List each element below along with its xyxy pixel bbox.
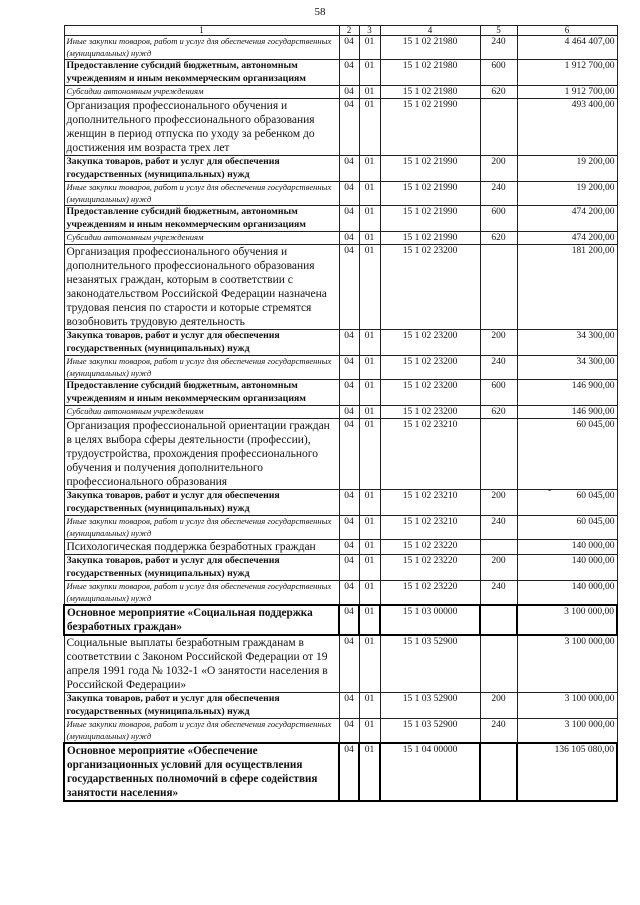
table-row (64, 156, 617, 182)
table-row (64, 635, 617, 693)
subsection-code: 01 (359, 182, 380, 206)
table-row (64, 693, 617, 719)
subsection-code: 01 (359, 419, 380, 490)
amount: 1 912 700,00 (517, 60, 617, 86)
expense-type-code (480, 99, 517, 156)
amount: 140 000,00 (517, 555, 617, 581)
subsection-code: 01 (359, 36, 380, 60)
column-number-2: 2 (339, 26, 359, 36)
item-name: Предоставление субсидий бюджетным, автономным учреждениям и иным некоммерческим организациям (64, 60, 339, 86)
item-name: Иные закупки товаров, работ и услуг для обеспечения государственных (муниципальных) нужд (64, 719, 339, 744)
section-code: 04 (339, 156, 359, 182)
amount: 60 045,00 (517, 490, 617, 516)
section-code: 04 (339, 36, 359, 60)
expense-type-code: 240 (480, 36, 517, 60)
subsection-code: 01 (359, 635, 380, 693)
subsection-code: 01 (359, 60, 380, 86)
item-name: Психологическая поддержка безработных граждан (64, 540, 339, 555)
section-code: 04 (339, 182, 359, 206)
expense-type-code (480, 540, 517, 555)
expense-type-code: 200 (480, 693, 517, 719)
table-row (64, 581, 617, 606)
amount: 60 045,00 (517, 516, 617, 540)
amount: 146 900,00 (517, 406, 617, 419)
table-row (64, 743, 617, 801)
amount: 474 200,00 (517, 206, 617, 232)
item-name: Иные закупки товаров, работ и услуг для обеспечения государственных (муниципальных) нужд (64, 516, 339, 540)
column-number-row (64, 26, 617, 36)
subsection-code: 01 (359, 540, 380, 555)
expense-type-code: 620 (480, 406, 517, 419)
target-article-code: 15 1 03 52900 (380, 635, 480, 693)
item-name: Иные закупки товаров, работ и услуг для обеспечения государственных (муниципальных) нужд (64, 356, 339, 380)
expense-type-code (480, 245, 517, 330)
expense-type-code: 200 (480, 330, 517, 356)
item-name: Субсидии автономным учреждениям (64, 86, 339, 99)
expense-type-code: 620 (480, 232, 517, 245)
subsection-code: 01 (359, 406, 380, 419)
subsection-code: 01 (359, 245, 380, 330)
expense-type-code: 200 (480, 555, 517, 581)
section-code: 04 (339, 719, 359, 744)
amount: 60 045,00 (517, 419, 617, 490)
subsection-code: 01 (359, 581, 380, 606)
table-row (64, 86, 617, 99)
target-article-code: 15 1 03 52900 (380, 693, 480, 719)
section-code: 04 (339, 232, 359, 245)
subsection-code: 01 (359, 380, 380, 406)
target-article-code: 15 1 02 21990 (380, 182, 480, 206)
subsection-code: 01 (359, 743, 380, 801)
target-article-code: 15 1 02 23220 (380, 555, 480, 581)
amount: 34 300,00 (517, 356, 617, 380)
subsection-code: 01 (359, 516, 380, 540)
amount: 146 900,00 (517, 380, 617, 406)
table-row (64, 719, 617, 744)
section-code: 04 (339, 743, 359, 801)
subsection-code: 01 (359, 555, 380, 581)
item-name: Иные закупки товаров, работ и услуг для обеспечения государственных (муниципальных) нужд (64, 581, 339, 606)
section-code: 04 (339, 516, 359, 540)
amount: 19 200,00 (517, 182, 617, 206)
subsection-code: 01 (359, 86, 380, 99)
section-code: 04 (339, 406, 359, 419)
section-code: 04 (339, 540, 359, 555)
amount: 34 300,00 (517, 330, 617, 356)
item-name: Организация профессионального обучения и дополнительного профессионального образования незанятых граждан, которым в соответствии с законодательством Российской Федерации назначена трудовая пенсия по старости и которые стремятся возобновить трудовую деятельность (64, 245, 339, 330)
amount: 136 105 080,00 (517, 743, 617, 801)
item-name: Иные закупки товаров, работ и услуг для обеспечения государственных (муниципальных) нужд (64, 182, 339, 206)
section-code: 04 (339, 356, 359, 380)
table-row (64, 406, 617, 419)
expense-type-code: 200 (480, 490, 517, 516)
section-code: 04 (339, 581, 359, 606)
amount: 3 100 000,00 (517, 693, 617, 719)
amount: 493 400,00 (517, 99, 617, 156)
table-row (64, 555, 617, 581)
item-name: Иные закупки товаров, работ и услуг для обеспечения государственных (муниципальных) нужд (64, 36, 339, 60)
expense-type-code: 240 (480, 182, 517, 206)
amount: 3 100 000,00 (517, 719, 617, 744)
section-code: 04 (339, 99, 359, 156)
table-row (64, 232, 617, 245)
expense-type-code: 240 (480, 719, 517, 744)
subsection-code: 01 (359, 490, 380, 516)
amount: 4 464 407,00 (517, 36, 617, 60)
section-code: 04 (339, 206, 359, 232)
target-article-code: 15 1 02 21980 (380, 36, 480, 60)
table-row (64, 605, 617, 635)
amount: 3 100 000,00 (517, 635, 617, 693)
page-number: 58 (314, 6, 326, 18)
column-number-6: 6 (517, 26, 617, 36)
section-code: 04 (339, 245, 359, 330)
item-name: Субсидии автономным учреждениям (64, 232, 339, 245)
expense-type-code: 600 (480, 206, 517, 232)
table-row (64, 419, 617, 490)
item-name: Закупка товаров, работ и услуг для обеспечения государственных (муниципальных) нужд (64, 693, 339, 719)
table-row (64, 380, 617, 406)
expense-type-code: 240 (480, 581, 517, 606)
amount: 474 200,00 (517, 232, 617, 245)
item-name: Закупка товаров, работ и услуг для обеспечения государственных (муниципальных) нужд (64, 490, 339, 516)
table-row (64, 516, 617, 540)
target-article-code: 15 1 02 21990 (380, 156, 480, 182)
table-row (64, 99, 617, 156)
target-article-code: 15 1 02 23220 (380, 581, 480, 606)
budget-table (63, 25, 618, 802)
item-name: Предоставление субсидий бюджетным, автономным учреждениям и иным некоммерческим организациям (64, 206, 339, 232)
subsection-code: 01 (359, 605, 380, 635)
subsection-code: 01 (359, 206, 380, 232)
target-article-code: 15 1 02 23220 (380, 540, 480, 555)
target-article-code: 15 1 02 21990 (380, 232, 480, 245)
section-code: 04 (339, 86, 359, 99)
expense-type-code (480, 635, 517, 693)
column-number-1: 1 (64, 26, 339, 36)
item-name: Основное мероприятие «Обеспечение организационных условий для осуществления государственных полномочий в сфере содействия занятости населения» (64, 743, 339, 801)
subsection-code: 01 (359, 330, 380, 356)
expense-type-code (480, 419, 517, 490)
target-article-code: 15 1 02 23200 (380, 330, 480, 356)
section-code: 04 (339, 605, 359, 635)
item-name: Организация профессиональной ориентации граждан в целях выбора сферы деятельности (профессии), трудоустройства, прохождения профессионального обучения и получения дополнительного профессионального образования (64, 419, 339, 490)
stray-mark: - (548, 485, 552, 496)
column-number-4: 4 (380, 26, 480, 36)
subsection-code: 01 (359, 99, 380, 156)
table-row (64, 330, 617, 356)
subsection-code: 01 (359, 693, 380, 719)
section-code: 04 (339, 490, 359, 516)
amount: 19 200,00 (517, 156, 617, 182)
subsection-code: 01 (359, 719, 380, 744)
expense-type-code: 240 (480, 516, 517, 540)
table-row (64, 60, 617, 86)
target-article-code: 15 1 02 21980 (380, 60, 480, 86)
table-row (64, 245, 617, 330)
item-name: Предоставление субсидий бюджетным, автономным учреждениям и иным некоммерческим организациям (64, 380, 339, 406)
target-article-code: 15 1 02 23200 (380, 380, 480, 406)
table-row (64, 490, 617, 516)
target-article-code: 15 1 02 23210 (380, 419, 480, 490)
section-code: 04 (339, 635, 359, 693)
column-number-5: 5 (480, 26, 517, 36)
target-article-code: 15 1 03 00000 (380, 605, 480, 635)
target-article-code: 15 1 03 52900 (380, 719, 480, 744)
expense-type-code: 620 (480, 86, 517, 99)
item-name: Закупка товаров, работ и услуг для обеспечения государственных (муниципальных) нужд (64, 330, 339, 356)
expense-type-code: 240 (480, 356, 517, 380)
section-code: 04 (339, 60, 359, 86)
item-name: Социальные выплаты безработным гражданам в соответствии с Законом Российской Федерации от 19 апреля 1991 года № 1032-1 «О занятости населения в Российской Федерации» (64, 635, 339, 693)
amount: 181 200,00 (517, 245, 617, 330)
column-number-3: 3 (359, 26, 380, 36)
expense-type-code: 600 (480, 60, 517, 86)
amount: 140 000,00 (517, 581, 617, 606)
item-name: Субсидии автономным учреждениям (64, 406, 339, 419)
table-row (64, 36, 617, 60)
amount: 140 000,00 (517, 540, 617, 555)
item-name: Закупка товаров, работ и услуг для обеспечения государственных (муниципальных) нужд (64, 156, 339, 182)
target-article-code: 15 1 02 21980 (380, 86, 480, 99)
expense-type-code: 200 (480, 156, 517, 182)
target-article-code: 15 1 02 23200 (380, 406, 480, 419)
expense-type-code (480, 743, 517, 801)
subsection-code: 01 (359, 156, 380, 182)
target-article-code: 15 1 02 23200 (380, 356, 480, 380)
table-row (64, 356, 617, 380)
section-code: 04 (339, 419, 359, 490)
section-code: 04 (339, 555, 359, 581)
target-article-code: 15 1 02 23210 (380, 516, 480, 540)
item-name: Основное мероприятие «Социальная поддержка безработных граждан» (64, 605, 339, 635)
subsection-code: 01 (359, 356, 380, 380)
item-name: Закупка товаров, работ и услуг для обеспечения государственных (муниципальных) нужд (64, 555, 339, 581)
section-code: 04 (339, 380, 359, 406)
expense-type-code (480, 605, 517, 635)
target-article-code: 15 1 04 00000 (380, 743, 480, 801)
table-row (64, 206, 617, 232)
target-article-code: 15 1 02 21990 (380, 206, 480, 232)
section-code: 04 (339, 693, 359, 719)
target-article-code: 15 1 02 21990 (380, 99, 480, 156)
expense-type-code: 600 (480, 380, 517, 406)
section-code: 04 (339, 330, 359, 356)
subsection-code: 01 (359, 232, 380, 245)
item-name: Организация профессионального обучения и дополнительного профессионального образования женщин в период отпуска по уходу за ребенком до достижения им возраста трех лет (64, 99, 339, 156)
table-row (64, 540, 617, 555)
amount: 3 100 000,00 (517, 605, 617, 635)
target-article-code: 15 1 02 23200 (380, 245, 480, 330)
table-row (64, 182, 617, 206)
target-article-code: 15 1 02 23210 (380, 490, 480, 516)
amount: 1 912 700,00 (517, 86, 617, 99)
